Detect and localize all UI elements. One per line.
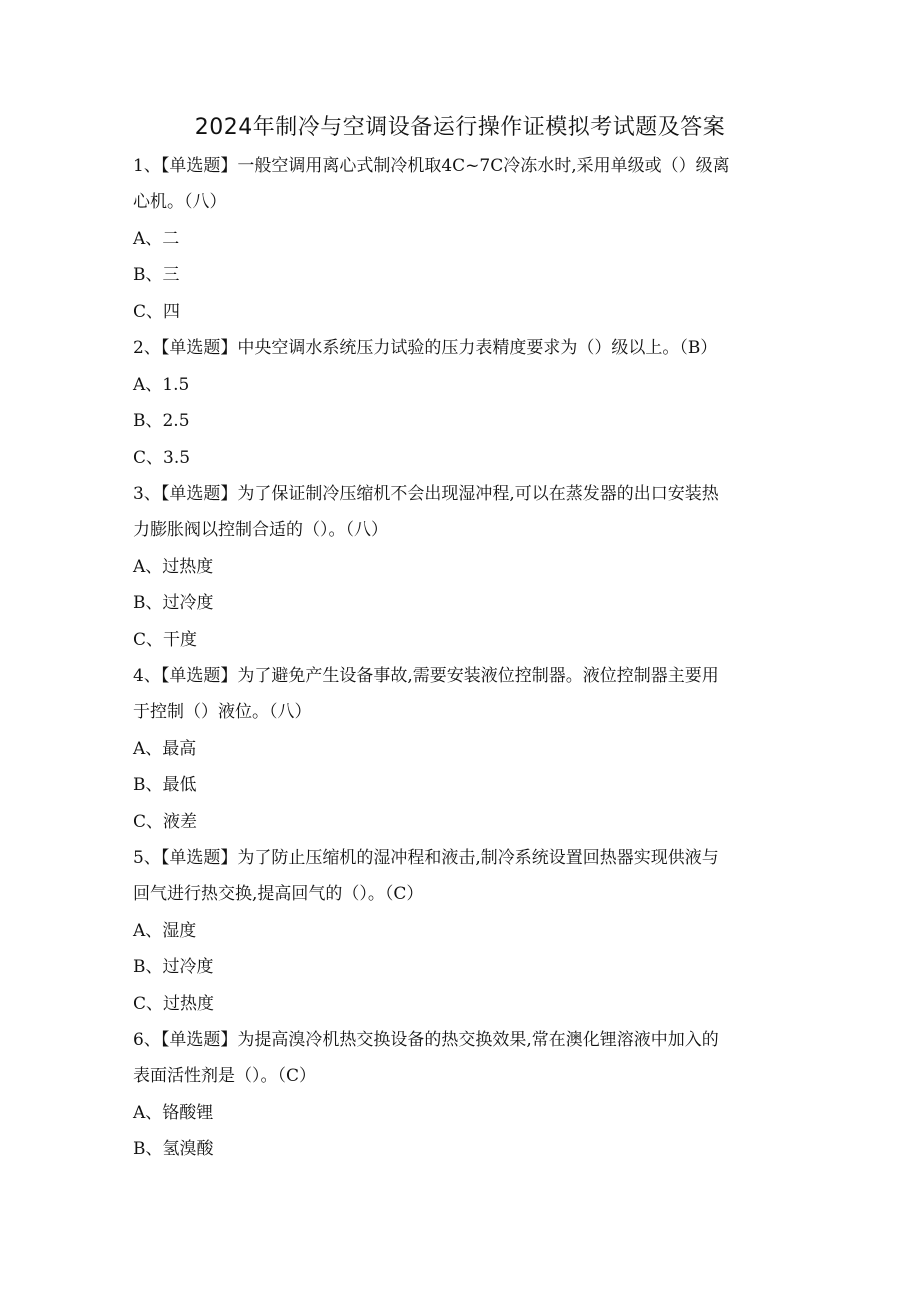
question-1-text-line-1: 1、【单选题】一般空调用离心式制冷机取4C~7C冷冻水时,采用单级或（）级离: [133, 156, 730, 176]
question-5-option-a: A、湿度: [133, 921, 197, 941]
question-4-option-b: B、最低: [133, 775, 197, 795]
question-4-option-a: A、最高: [133, 739, 197, 759]
question-5-option-c: C、过热度: [133, 994, 215, 1014]
question-4-option-c: C、液差: [133, 812, 198, 832]
question-3-text-line-2: 力膨胀阀以控制合适的（）。（八）: [133, 520, 388, 540]
question-3-option-c: C、干度: [133, 630, 198, 650]
question-4-text-line-1: 4、【单选题】为了避免产生设备事故,需要安装液位控制器。液位控制器主要用: [133, 666, 719, 686]
question-3-option-a: A、过热度: [133, 557, 214, 577]
question-4-text-line-2: 于控制（）液位。（八）: [133, 702, 312, 722]
question-6-text-line-2: 表面活性剂是（）。（C）: [133, 1066, 317, 1086]
question-2-text-line-1: 2、【单选题】中央空调水系统压力试验的压力表精度要求为（）级以上。（B）: [133, 338, 718, 358]
question-3-text-line-1: 3、【单选题】为了保证制冷压缩机不会出现湿冲程,可以在蒸发器的出口安装热: [133, 484, 719, 504]
question-1-option-b: B、三: [133, 265, 180, 285]
question-6-text-line-1: 6、【单选题】为提高溴冷机热交换设备的热交换效果,常在澳化锂溶液中加入的: [133, 1030, 719, 1050]
question-2-option-a: A、1.5: [133, 375, 190, 395]
question-5-text-line-1: 5、【单选题】为了防止压缩机的湿冲程和液击,制冷系统设置回热器实现供液与: [133, 848, 719, 868]
question-2-option-b: B、2.5: [133, 411, 190, 431]
question-5-text-line-2: 回气进行热交换,提高回气的（）。（C）: [133, 884, 424, 904]
question-1-option-c: C、四: [133, 302, 181, 322]
question-1-text-line-2: 心机。（八）: [133, 192, 227, 212]
question-6-option-b: B、氢溴酸: [133, 1139, 214, 1159]
page-title: 2024年制冷与空调设备运行操作证模拟考试题及答案: [194, 115, 726, 140]
question-5-option-b: B、过冷度: [133, 957, 214, 977]
question-1-option-a: A、二: [133, 229, 180, 249]
question-6-option-a: A、铬酸锂: [133, 1103, 214, 1123]
question-3-option-b: B、过冷度: [133, 593, 214, 613]
question-2-option-c: C、3.5: [133, 448, 191, 468]
